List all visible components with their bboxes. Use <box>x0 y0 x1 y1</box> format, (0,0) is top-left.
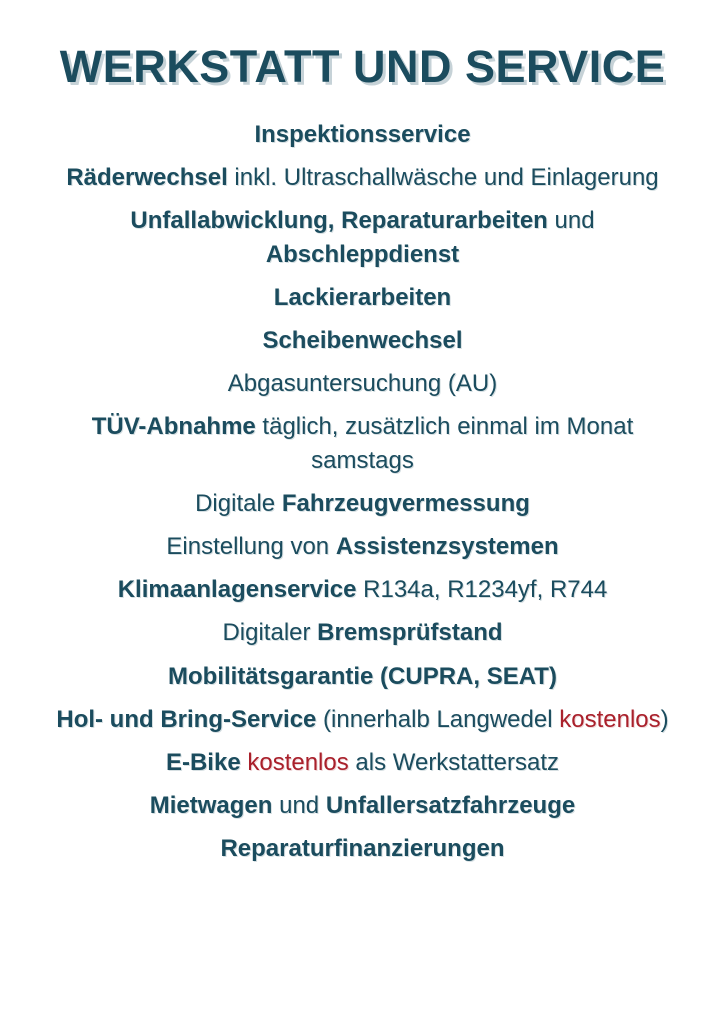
service-text: Bremsprüfstand <box>317 619 503 647</box>
service-item <box>50 789 675 823</box>
service-item <box>50 367 675 401</box>
service-list <box>50 118 675 866</box>
service-text: Hol- und Bring-Service <box>56 705 317 733</box>
service-text: Räderwechsel <box>66 163 228 191</box>
service-text: Unfallersatzfahrzeuge <box>325 791 576 819</box>
service-text: Einstellung von <box>166 533 336 561</box>
service-item <box>50 832 675 866</box>
service-text: Fahrzeugvermessung <box>281 490 530 518</box>
service-item <box>50 660 675 694</box>
service-text: Lackierarbeiten <box>273 283 452 311</box>
service-text: E-Bike <box>165 748 241 776</box>
service-text: (innerhalb Langwedel <box>316 705 560 733</box>
service-item <box>50 161 675 195</box>
service-text: Abgasuntersuchung (AU) <box>227 369 498 397</box>
service-item <box>50 746 675 780</box>
service-text: Mobilitätsgarantie (CUPRA, SEAT) <box>168 662 557 690</box>
service-text: täglich, zusätzlich einmal im Monat samstags <box>255 413 634 475</box>
service-text: inkl. Ultraschallwäsche und Einlagerung <box>227 163 659 191</box>
highlight-text: kostenlos <box>559 705 661 733</box>
service-item <box>50 530 675 564</box>
service-text: ) <box>660 705 669 733</box>
service-text: Klimaanlagenservice <box>117 576 357 604</box>
service-text: Digitale <box>195 490 282 518</box>
service-text: R134a, R1234yf, R744 <box>356 576 608 604</box>
service-text: und <box>547 206 595 234</box>
service-text: Digitaler <box>222 619 318 647</box>
service-item <box>50 118 675 152</box>
service-item <box>50 324 675 358</box>
service-text: Mietwagen <box>149 791 273 819</box>
service-text: Inspektionsservice <box>254 120 471 148</box>
service-text: TÜV-Abnahme <box>91 413 256 441</box>
service-text: als Werkstattersatz <box>348 748 560 776</box>
service-text: Assistenzsystemen <box>335 533 559 561</box>
service-text: Unfallabwicklung, Reparaturarbeiten <box>130 206 548 234</box>
service-item <box>50 204 675 272</box>
service-text: Scheibenwechsel <box>262 326 463 354</box>
page-title: WERKSTATT UND SERVICE <box>59 41 666 92</box>
service-item <box>50 573 675 607</box>
service-item <box>50 487 675 521</box>
service-text: Abschleppdienst <box>265 240 460 268</box>
service-item <box>50 616 675 650</box>
service-item <box>50 281 675 315</box>
highlight-text: kostenlos <box>247 748 349 776</box>
service-item <box>50 703 675 737</box>
service-item <box>50 410 675 478</box>
service-text: Reparaturfinanzierungen <box>220 834 505 862</box>
service-text: und <box>272 791 326 819</box>
